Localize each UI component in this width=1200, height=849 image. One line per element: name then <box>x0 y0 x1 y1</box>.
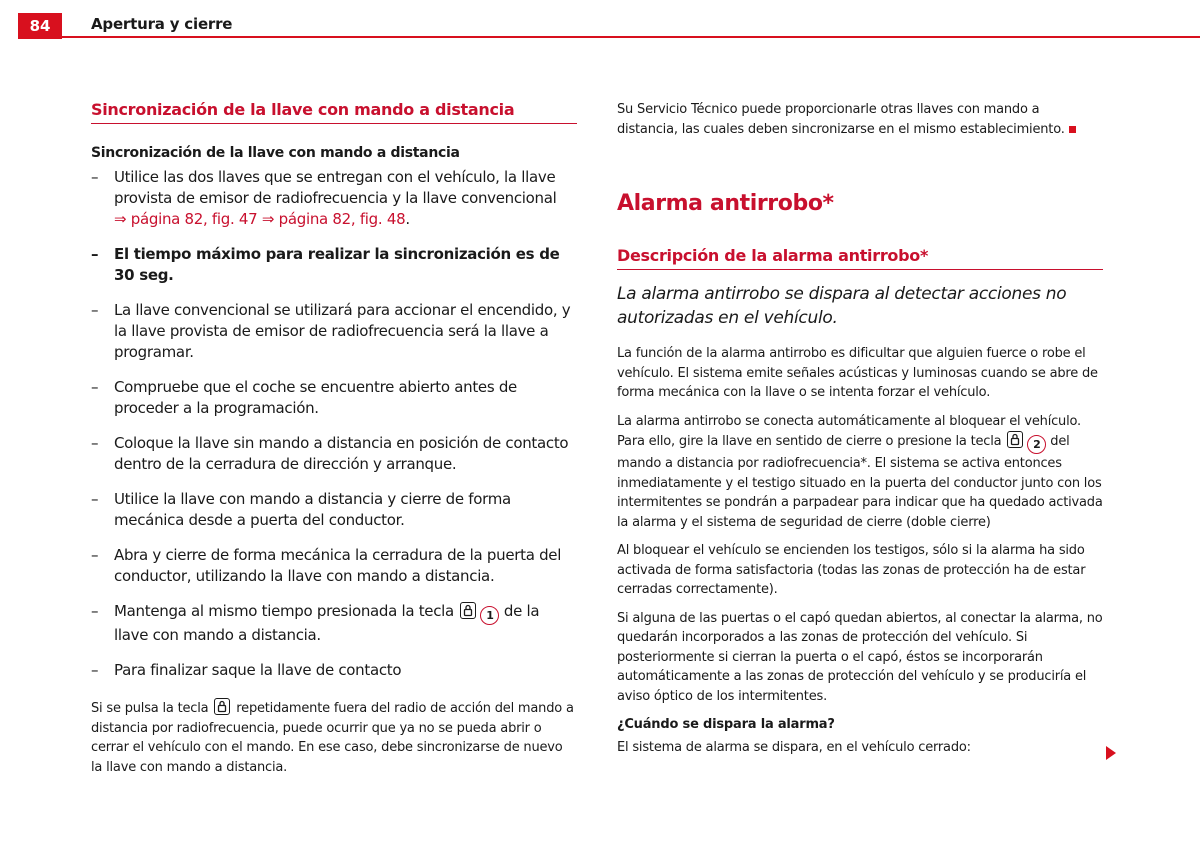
callout-number: 2 <box>1027 435 1046 454</box>
alarm-title: Alarma antirrobo* <box>617 191 834 216</box>
paragraph: La función de la alarma antirrobo es dificultar que alguien fuerce o robe el vehículo. El sistema emite señales acústicas y luminosas cuando se abre de forma mecánica con la llave o se intenta forzar el vehículo. <box>617 346 1098 400</box>
list-item: – Coloque la llave sin mando a distancia en posición de contacto dentro de la cerradura de dirección y arranque. <box>91 434 569 473</box>
paragraph: Al bloquear el vehículo se encienden los testigos, sólo si la alarma ha sido activada de forma satisfactoria (todas las zonas de protección ha de estar cerradas correctamente). <box>617 543 1086 597</box>
top-paragraph: Su Servicio Técnico puede proporcionarle otras llaves con mando a distancia, las cuales deben sincronizarse en el mismo establecimiento. <box>617 100 1103 139</box>
list-item: – Abra y cierre de forma mecánica la cerradura de la puerta del conductor, utilizando la llave con mando a distancia. <box>91 546 562 585</box>
continue-arrow-icon <box>1106 746 1116 760</box>
list-item: – Compruebe que el coche se encuentre abierto antes de proceder a la programación. <box>91 378 517 417</box>
sync-subheading: Sincronización de la llave con mando a distancia <box>91 145 460 161</box>
lock-key-icon <box>460 602 476 619</box>
list-item: – La llave convencional se utilizará para accionar el encendido, y la llave provista de emisor de radiofrecuencia será la llave a programar. <box>91 301 571 361</box>
section-title: Apertura y cierre <box>91 15 233 33</box>
page-number: 84 <box>18 13 62 39</box>
lock-key-icon <box>214 698 230 715</box>
list-item: – Utilice las dos llaves que se entregan con el vehículo, la llave provista de emisor de radiofrecuencia y la llave convencional ⇒ página 82, fig. 47 ⇒ página 82, fig. 48. <box>91 168 557 228</box>
sync-steps-list <box>91 167 577 681</box>
list-item: – El tiempo máximo para realizar la sincronización es de 30 seg. <box>91 245 560 284</box>
lock-key-icon <box>1007 431 1023 448</box>
list-item: – Utilice la llave con mando a distancia y cierre de forma mecánica desde a puerta del conductor. <box>91 490 511 529</box>
callout-number: 1 <box>480 606 499 625</box>
paragraph: Si alguna de las puertas o el capó quedan abiertos, al conectar la alarma, no quedarán incorporados a las zonas de protección del vehículo. Si posteriormente si cierran la puerta o el capó, éstos se incorporarán automáticamente a las zonas de protección del vehículo y se produciría el aviso óptico de los intermitentes. <box>617 610 1103 704</box>
page-link[interactable]: ⇒ página 82, fig. 48 <box>261 210 406 228</box>
page-link[interactable]: ⇒ página 82, fig. 47 <box>114 210 258 228</box>
alarm-description-heading: Descripción de la alarma antirrobo* <box>617 246 1103 270</box>
sync-note: Si se pulsa la tecla repetidamente fuera del radio de acción del mando a distancia por radiofrecuencia, puede ocurrir que ya no se pueda abrir o cerrar el vehículo con el mando. En ese caso, debe sincronizarse de nuevo la llave con mando a distancia. <box>91 698 577 777</box>
right-column <box>617 100 1103 757</box>
header-rule <box>62 36 1200 38</box>
list-item: – Para finalizar saque la llave de contacto <box>91 661 402 679</box>
sync-heading: Sincronización de la llave con mando a distancia <box>91 100 577 124</box>
question-heading: ¿Cuándo se dispara la alarma? <box>617 717 835 732</box>
alarm-intro: La alarma antirrobo se dispara al detectar acciones no autorizadas en el vehículo. <box>617 284 1067 328</box>
end-square-icon <box>1069 126 1076 133</box>
paragraph: El sistema de alarma se dispara, en el vehículo cerrado: <box>617 739 971 755</box>
left-column <box>91 100 577 777</box>
paragraph: La alarma antirrobo se conecta automáticamente al bloquear el vehículo. Para ello, gire la llave en sentido de cierre o presione la tecla 2 del mando a distancia por radiofrecuencia*. El sistema se activa entonces inmediatamente y el testigo situado en la puerta del conductor junto con los intermitentes se pondrán a parpadear para indicar que ha quedado activada la alarma y el sistema de seguridad de cierre (doble cierre) <box>617 413 1103 530</box>
list-item: – Mantenga al mismo tiempo presionada la tecla 1 de la llave con mando a distancia. <box>91 602 540 644</box>
